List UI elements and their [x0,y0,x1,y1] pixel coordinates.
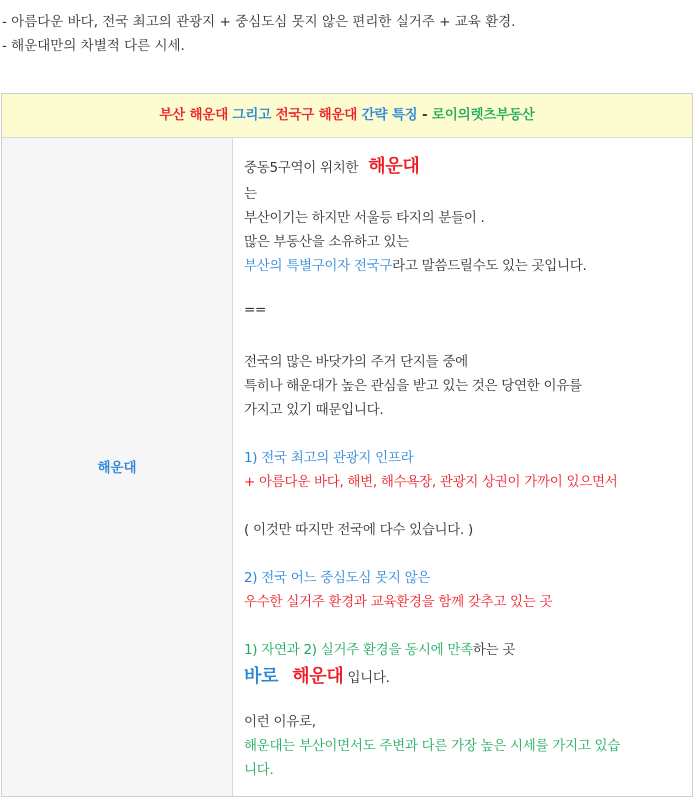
header-part-dash: - [417,107,432,123]
content-line-1-highlight: 해운대 [368,156,420,177]
content-line-separator: == [244,302,267,318]
table-header [2,94,692,138]
content-line-10: 1) 전국 최고의 관광지 인프라 [244,450,414,466]
content-line-16-baro: 바로 [244,666,279,687]
content-line-16 [244,662,390,688]
content-line-17: 이런 이유로, [244,714,316,730]
header-part-national-haeundae: 전국구 해운대 [275,107,358,123]
intro-text [2,10,515,58]
content-line-16-end: 입니다. [343,670,390,686]
content-line-13: 2) 전국 어느 중심도심 못지 않은 [244,570,431,586]
intro-line-2: - 해운대만의 차별적 다른 시세. [2,38,185,54]
content-line-19: 니다. [244,762,274,778]
content-cell [244,138,686,796]
content-line-15-highlight: 1) 자연과 2) 실거주 환경을 동시에 만족 [244,642,473,658]
content-line-4: 많은 부동산을 소유하고 있는 [244,234,409,250]
content-line-2: 는 [244,186,257,202]
header-part-and: 그리고 [228,107,276,123]
feature-table [1,93,693,797]
label-haeundae: 해운대 [97,460,137,476]
content-line-8: 특히나 해운대가 높은 관심을 받고 있는 것은 당연한 이유를 [244,378,582,394]
content-line-5-highlight: 부산의 특별구이자 전국구 [244,258,393,274]
content-line-9: 가지고 있기 때문입니다. [244,402,384,418]
content-line-15 [244,638,515,658]
content-line-11: + 아름다운 바다, 해변, 해수욕장, 관광지 상권이 가까이 있으면서 [244,474,618,490]
label-cell [2,138,233,796]
content-line-5 [244,254,586,274]
content-line-15-text: 하는 곳 [472,642,516,658]
content-line-5-text: 라고 말씀드릴수도 있는 곳입니다. [392,258,587,274]
intro-line-1: - 아름다운 바다, 전국 최고의 관광지 + 중심도심 못지 않은 편리한 실거주 + 교육 환경. [2,14,516,30]
content-line-14: 우수한 실거주 환경과 교육환경을 함께 갖추고 있는 곳 [244,594,553,610]
content-line-16-haeundae: 해운대 [292,666,344,687]
content-line-3: 부산이기는 하지만 서울등 타지의 분들이 . [244,210,485,226]
header-part-author: 로이의렛츠부동산 [431,107,535,123]
content-line-1 [244,152,419,178]
table-body-row [2,138,692,796]
content-line-7: 전국의 많은 바닷가의 주거 단지들 중에 [244,354,468,370]
header-part-features: 간략 특징 [357,107,418,123]
content-line-18: 해운대는 부산이면서도 주변과 다른 가장 높은 시세를 가지고 있습 [244,738,620,754]
header-part-busan-haeundae: 부산 해운대 [159,107,229,123]
content-line-12: ( 이것만 따지만 전국에 다수 있습니다. ) [244,522,473,538]
content-line-1-text: 중동5구역이 위치한 [244,160,363,176]
